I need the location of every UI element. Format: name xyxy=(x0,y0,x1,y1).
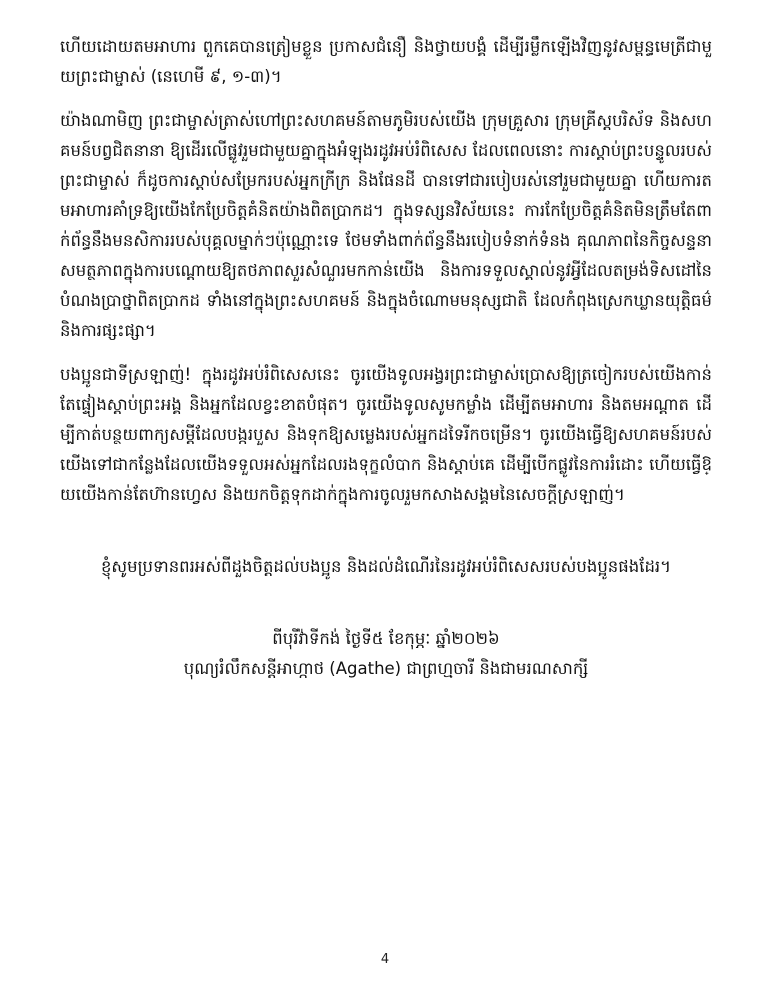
paragraph-3: បងប្អូនជាទីស្រឡាញ់! ក្នុងរដូវអប់រំពិសេសនេះ ចូរយើងទូលអង្វរព្រះជាម្ចាស់ប្រោសឱ្យត្រចៀករបស់យើងកាន់តែផ្ទៀងស្តាប់ព្រះអង្គ និងអ្នកដែលខ្វះខាតបំផុត។ ចូរយើងទូលសូមកម្លាំង ដើម្បីតមអាហារ និងតមអណ្តាត ដើម្បីកាត់បន្ថយពាក្យសម្ដីដែលបង្ករបួស និងទុកឱ្យសម្លេងរបស់អ្នកដទៃរីកចម្រើន។ ចូរយើងធ្វើឱ្យសហគមន៍របស់យើងទៅជាកន្លែងដែលយើងទទួលអស់អ្នកដែលរងទុក្ខលំបាក និងស្តាប់គេ ដើម្បីបើកផ្លូវនៃការរំដោះ ហើយធ្វើឱ្យយើងកាន់តែហ៊ានហ្វេស និងយកចិត្តទុកដាក់ក្នុងការចូលរួមកសាងសង្គមនៃសេចក្តីស្រឡាញ់។ xyxy=(60,365,712,504)
page-number: 4 xyxy=(380,952,390,967)
signature-block xyxy=(60,624,712,684)
document-page xyxy=(60,32,712,684)
paragraph-1: ហើយដោយតមអាហារ ពួកគេបានត្រៀមខ្លួន ប្រកាសជំនឿ និងថ្វាយបង្គំ ដើម្បីរម្លឹកឡើងវិញនូវសម្ពន្ធមេត្រីជាមួយព្រះជាម្ចាស់ (នេហេមី ៩, ១-៣)។ xyxy=(60,37,712,86)
paragraph-2: យ៉ាងណាមិញ ព្រះជាម្ចាស់ត្រាស់ហៅព្រះសហគមន៍តាមភូមិរបស់យើង ក្រុមគ្រួសារ ក្រុមគ្រីស្តបរិស័ទ និងសហគមន៍បព្វជិតនានា ឱ្យដើរលើផ្លូវរួមជាមួយគ្នាក្នុងអំឡុងរដូវអប់រំពិសេស ដែលពេលនោះ ការស្តាប់ព្រះបន្ទូលរបស់ព្រះជាម្ចាស់ ក៏ដូចការស្តាប់សម្រែករបស់អ្នកក្រីក្រ និងផែនដី បានទៅជារបៀបរស់នៅរួមជាមួយគ្នា ហើយការតមអាហារគាំទ្រឱ្យយើងកែប្រែចិត្តគំនិតយ៉ាងពិតប្រាកដ។ ក្នុងទស្សនវិស័យនេះ ការកែប្រែចិត្តគំនិតមិនត្រឹមតែពាក់ព័ន្ធនឹងមនសិការរបស់បុគ្គលម្នាក់ៗប៉ុណ្ណោះទេ ថែមទាំងពាក់ព័ន្ធនឹងរបៀបទំនាក់ទំនង គុណភាពនៃកិច្ចសន្ទនា សមត្ថភាពក្នុងការបណ្ដោយឱ្យតថភាពសួរសំណួរមកកាន់យើង និងការទទួលស្គាល់នូវអ្វីដែលតម្រង់ទិសដៅនៃបំណងប្រាថ្នាពិតប្រាកដ ទាំងនៅក្នុងព្រះសហគមន៍ និងក្នុងចំណោមមនុស្សជាតិ ដែលកំពុងស្រេកឃ្លានយុត្តិធម៌ និងការផ្សះផ្សា។ xyxy=(60,111,712,340)
blessing-text: ខ្ញុំសូមប្រទានពរអស់ពីដួងចិត្តដល់បងប្អូន និងដល់ដំណើរនៃរដូវអប់រំពិសេសរបស់បងប្អូនផងដែរ។ xyxy=(100,557,672,576)
signature-author: បុណ្យរំលឹកសន្តីអាហ្កាថ (Agathe) ជាព្រហ្មចារី និងជាមរណសាក្សី xyxy=(183,659,589,678)
place-date: ពីបុរីវ៉ាទីកង់ ថ្ងៃទី៥ ខែកុម្ភៈ ឆ្នាំ២០២៦ xyxy=(272,629,500,648)
